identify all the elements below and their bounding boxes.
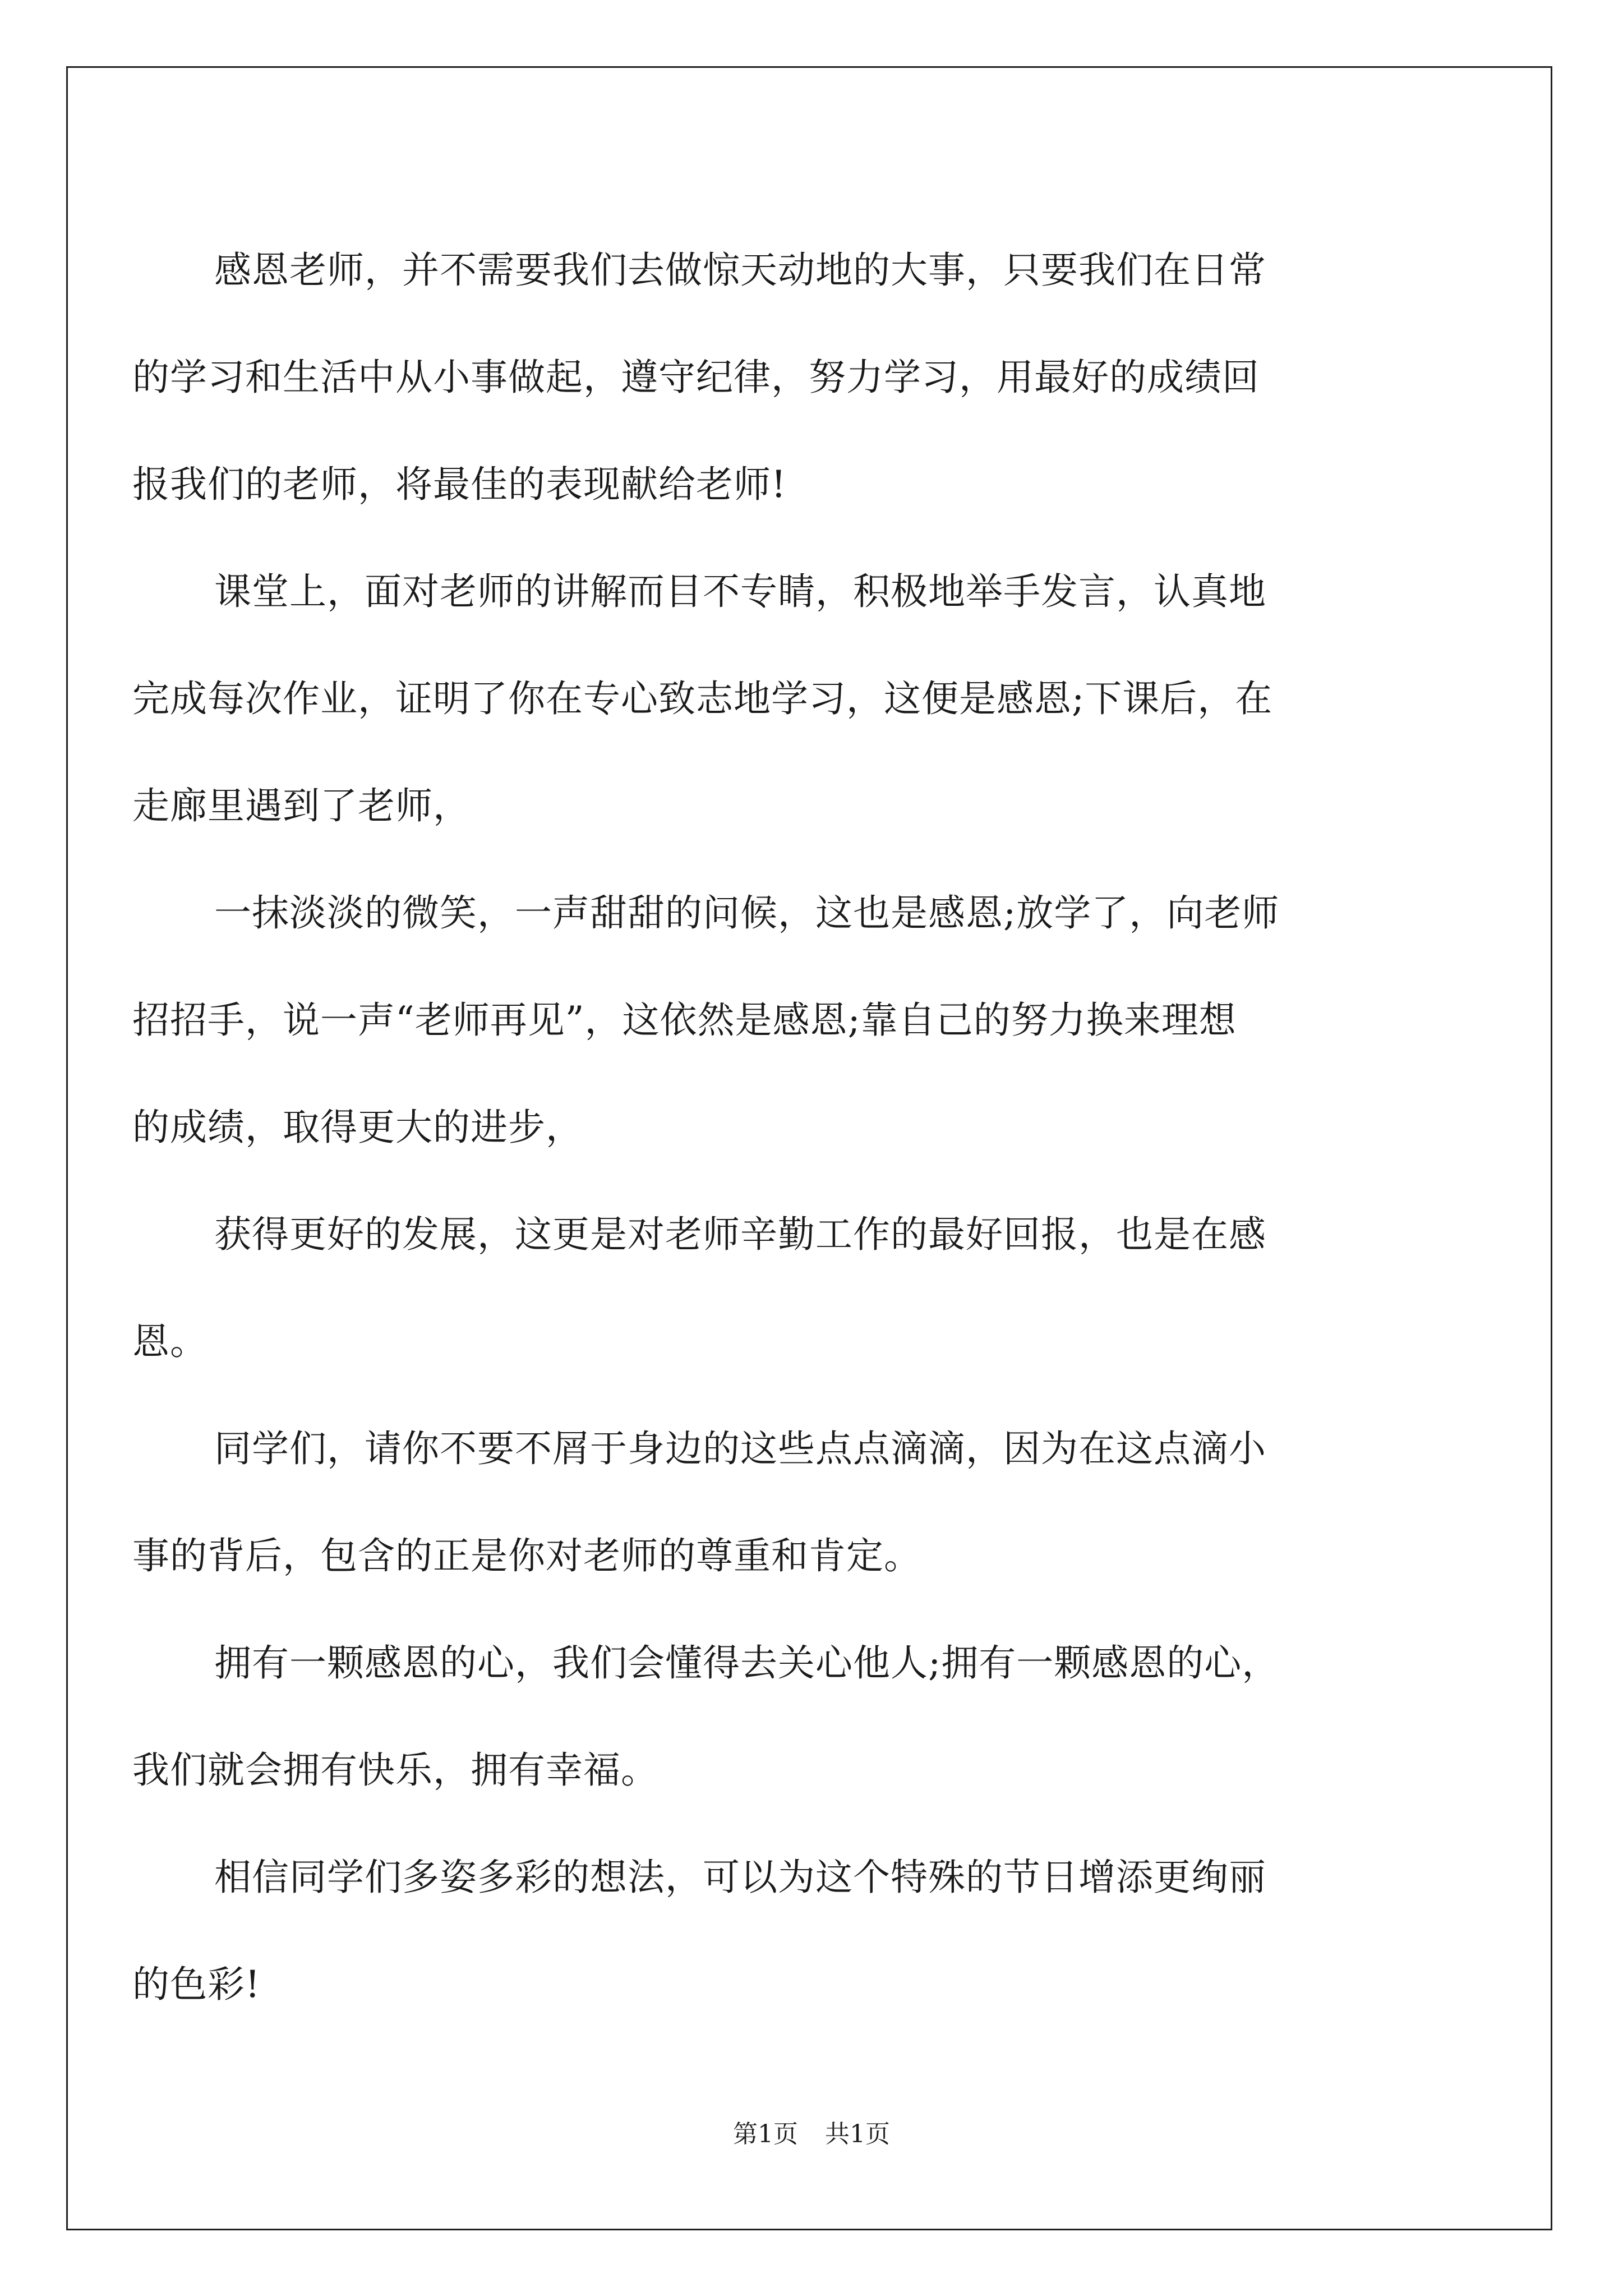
paragraph-1: 感恩老师，并不需要我们去做惊天动地的大事，只要我们在日常 的学习和生活中从小事做起，遵守纪律，努力学习，用最好的成绩回 报我们的老师，将最佳的表现献给老师! — [132, 249, 1266, 506]
paragraph-5: 同学们，请你不要不屑于身边的这些点点滴滴，因为在这点滴小 事的背后，包含的正是你对老师的尊重和肯定。 — [132, 1427, 1266, 1577]
paragraph-2: 课堂上，面对老师的讲解而目不专睛，积极地举手发言，认真地 完成每次作业，证明了你在专心致志地学习，这便是感恩;下课后，在 走廊里遇到了老师， — [132, 570, 1273, 827]
document-body — [132, 217, 1422, 2038]
paragraph-7: 相信同学们多姿多彩的想法，可以为这个特殊的节日增添更绚丽 的色彩! — [132, 1856, 1266, 2006]
paragraph-3: 一抹淡淡的微笑，一声甜甜的问候，这也是感恩;放学了，向老师 招招手，说一声“老师再见”，这依然是感恩;靠自己的努力换来理想 的成绩，取得更大的进步， — [132, 891, 1280, 1149]
page-footer — [0, 2118, 1623, 2151]
paragraph-6: 拥有一颗感恩的心，我们会懂得去关心他人;拥有一颗感恩的心， 我们就会拥有快乐，拥有幸福。 — [132, 1641, 1280, 1792]
page-total: 共1页 — [825, 2120, 890, 2148]
page-number: 第1页 — [733, 2120, 798, 2148]
paragraph-4: 获得更好的发展，这更是对老师辛勤工作的最好回报，也是在感 恩。 — [132, 1213, 1266, 1363]
